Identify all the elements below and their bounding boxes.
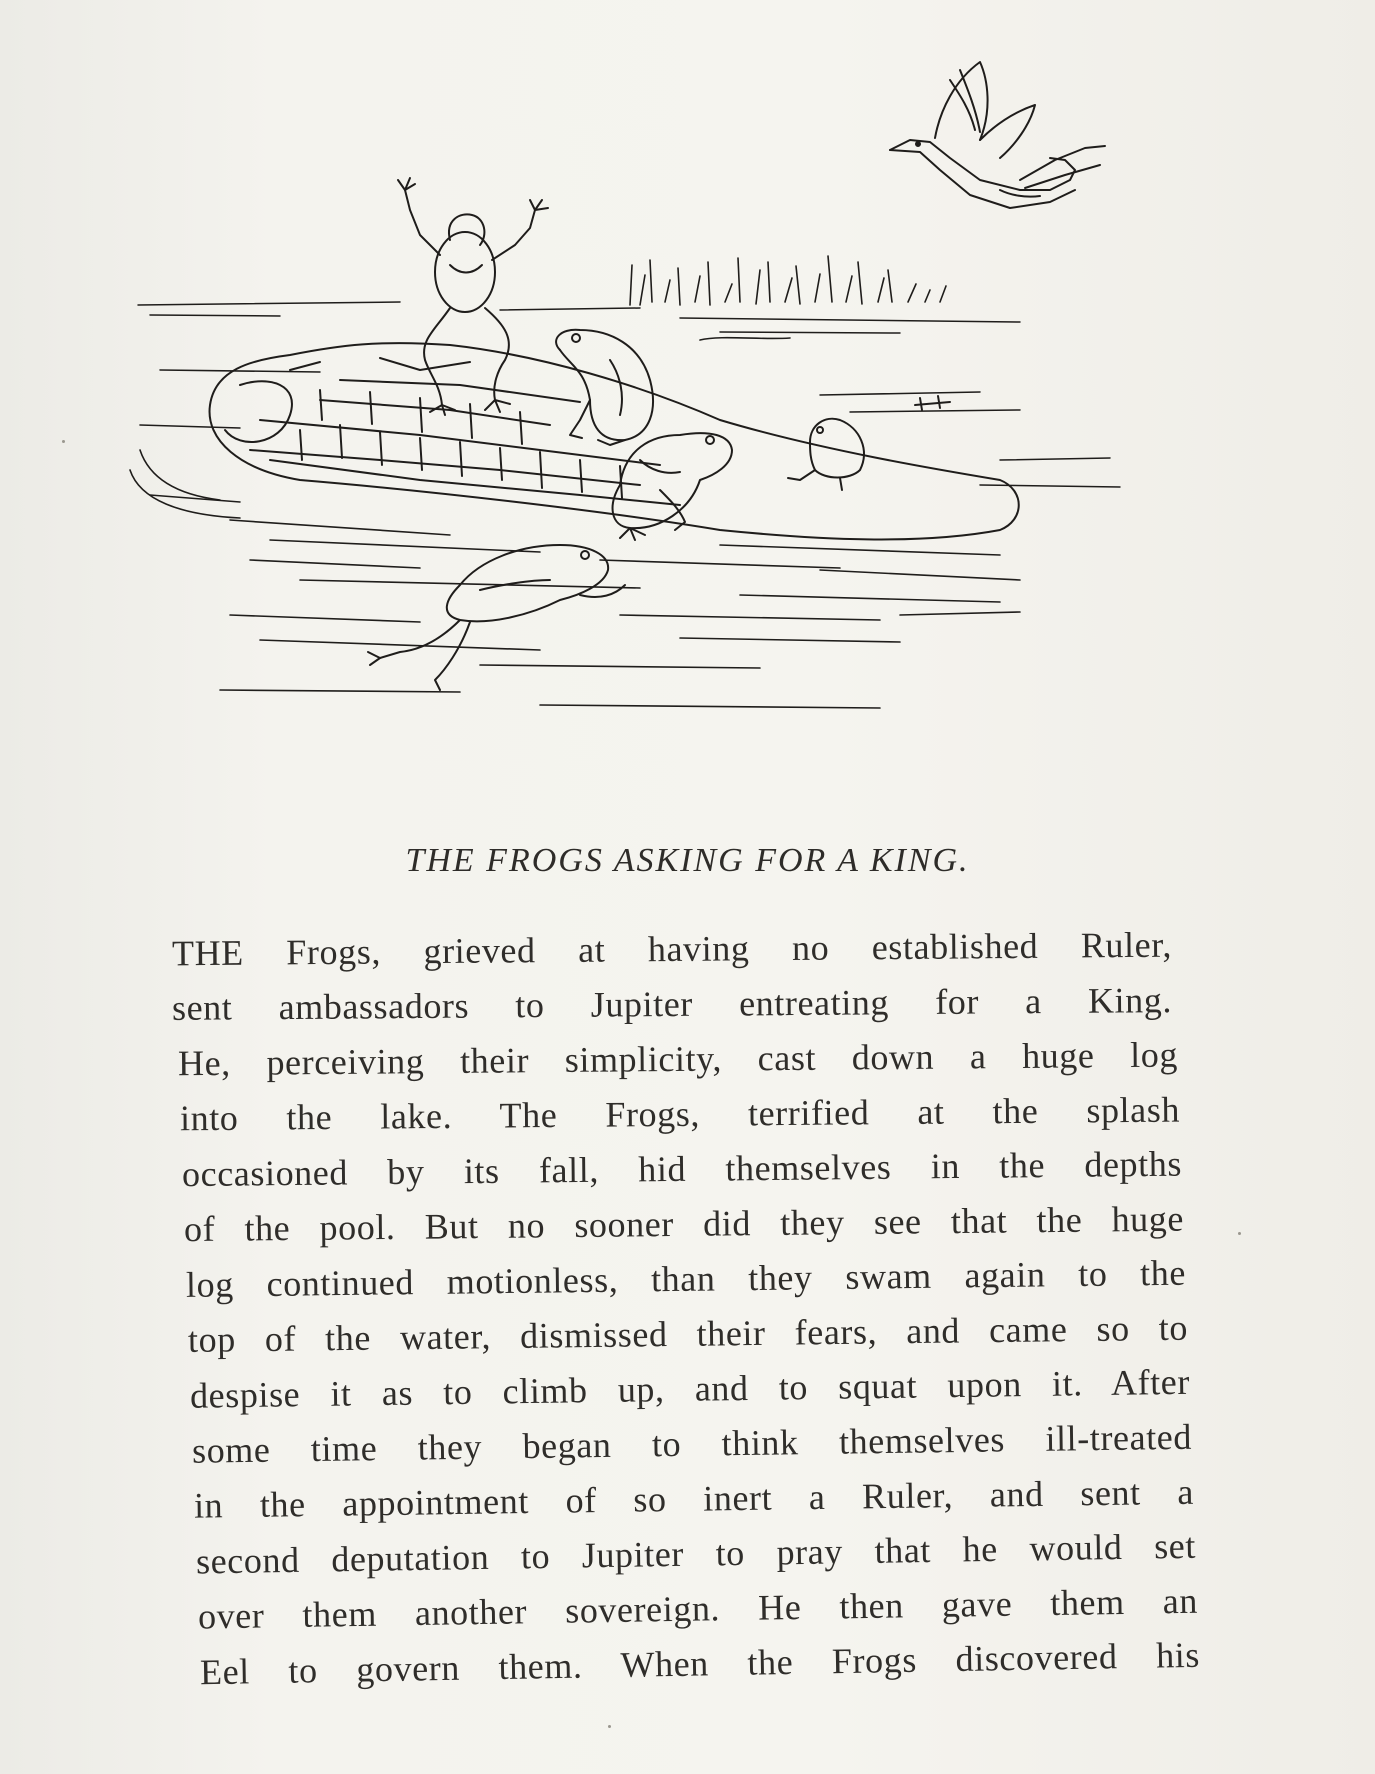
text-line: He, perceiving their simplicity, cast down a huge log	[177, 1034, 1179, 1084]
text-line: over them another sovereign. He then gave them an	[197, 1580, 1199, 1637]
text-line: of the pool. But no sooner did they see that the huge	[183, 1198, 1185, 1250]
text-line: in the appointment of so inert a Ruler, and sent a	[193, 1471, 1195, 1526]
text-line: top of the water, dismissed their fears, and came so to	[187, 1307, 1189, 1360]
illustration-caption: THE FROGS ASKING FOR A KING.	[405, 842, 970, 879]
paper-speck	[608, 1725, 611, 1728]
paper-speck	[62, 440, 65, 443]
text-line: occasioned by its fall, hid themselves in the depths	[181, 1143, 1183, 1195]
text-line: Eel to govern them. When the Frogs discovered his	[199, 1634, 1201, 1693]
floating-stick-drawing	[915, 396, 950, 410]
flying-bird-drawing	[890, 62, 1105, 208]
paper-speck	[1238, 1232, 1241, 1235]
fable-text	[171, 922, 1201, 1693]
reeds-drawing	[630, 256, 946, 340]
log-drawing	[210, 343, 1019, 539]
text-line: second deputation to Jupiter to pray that he would set	[195, 1525, 1197, 1582]
text-line: some time they began to think themselves ill-treated	[191, 1416, 1193, 1471]
text-line: sent ambassadors to Jupiter entreating for a King.	[171, 980, 1173, 1028]
text-line: THE Frogs, grieved at having no established Ruler,	[171, 924, 1173, 974]
text-line: into the lake. The Frogs, terrified at the splash	[179, 1089, 1181, 1139]
text-line: despise it as to climb up, and to squat upon it. After	[189, 1361, 1191, 1416]
jumping-frog-drawing	[398, 178, 548, 415]
frog-at-right-drawing	[788, 419, 864, 490]
frog-on-log-end-drawing	[613, 433, 732, 540]
sitting-frog-drawing	[556, 330, 653, 445]
text-line: log continued motionless, than they swam again to the	[185, 1252, 1187, 1305]
water-ripples	[130, 450, 1020, 708]
frogs-illustration	[120, 40, 1180, 780]
